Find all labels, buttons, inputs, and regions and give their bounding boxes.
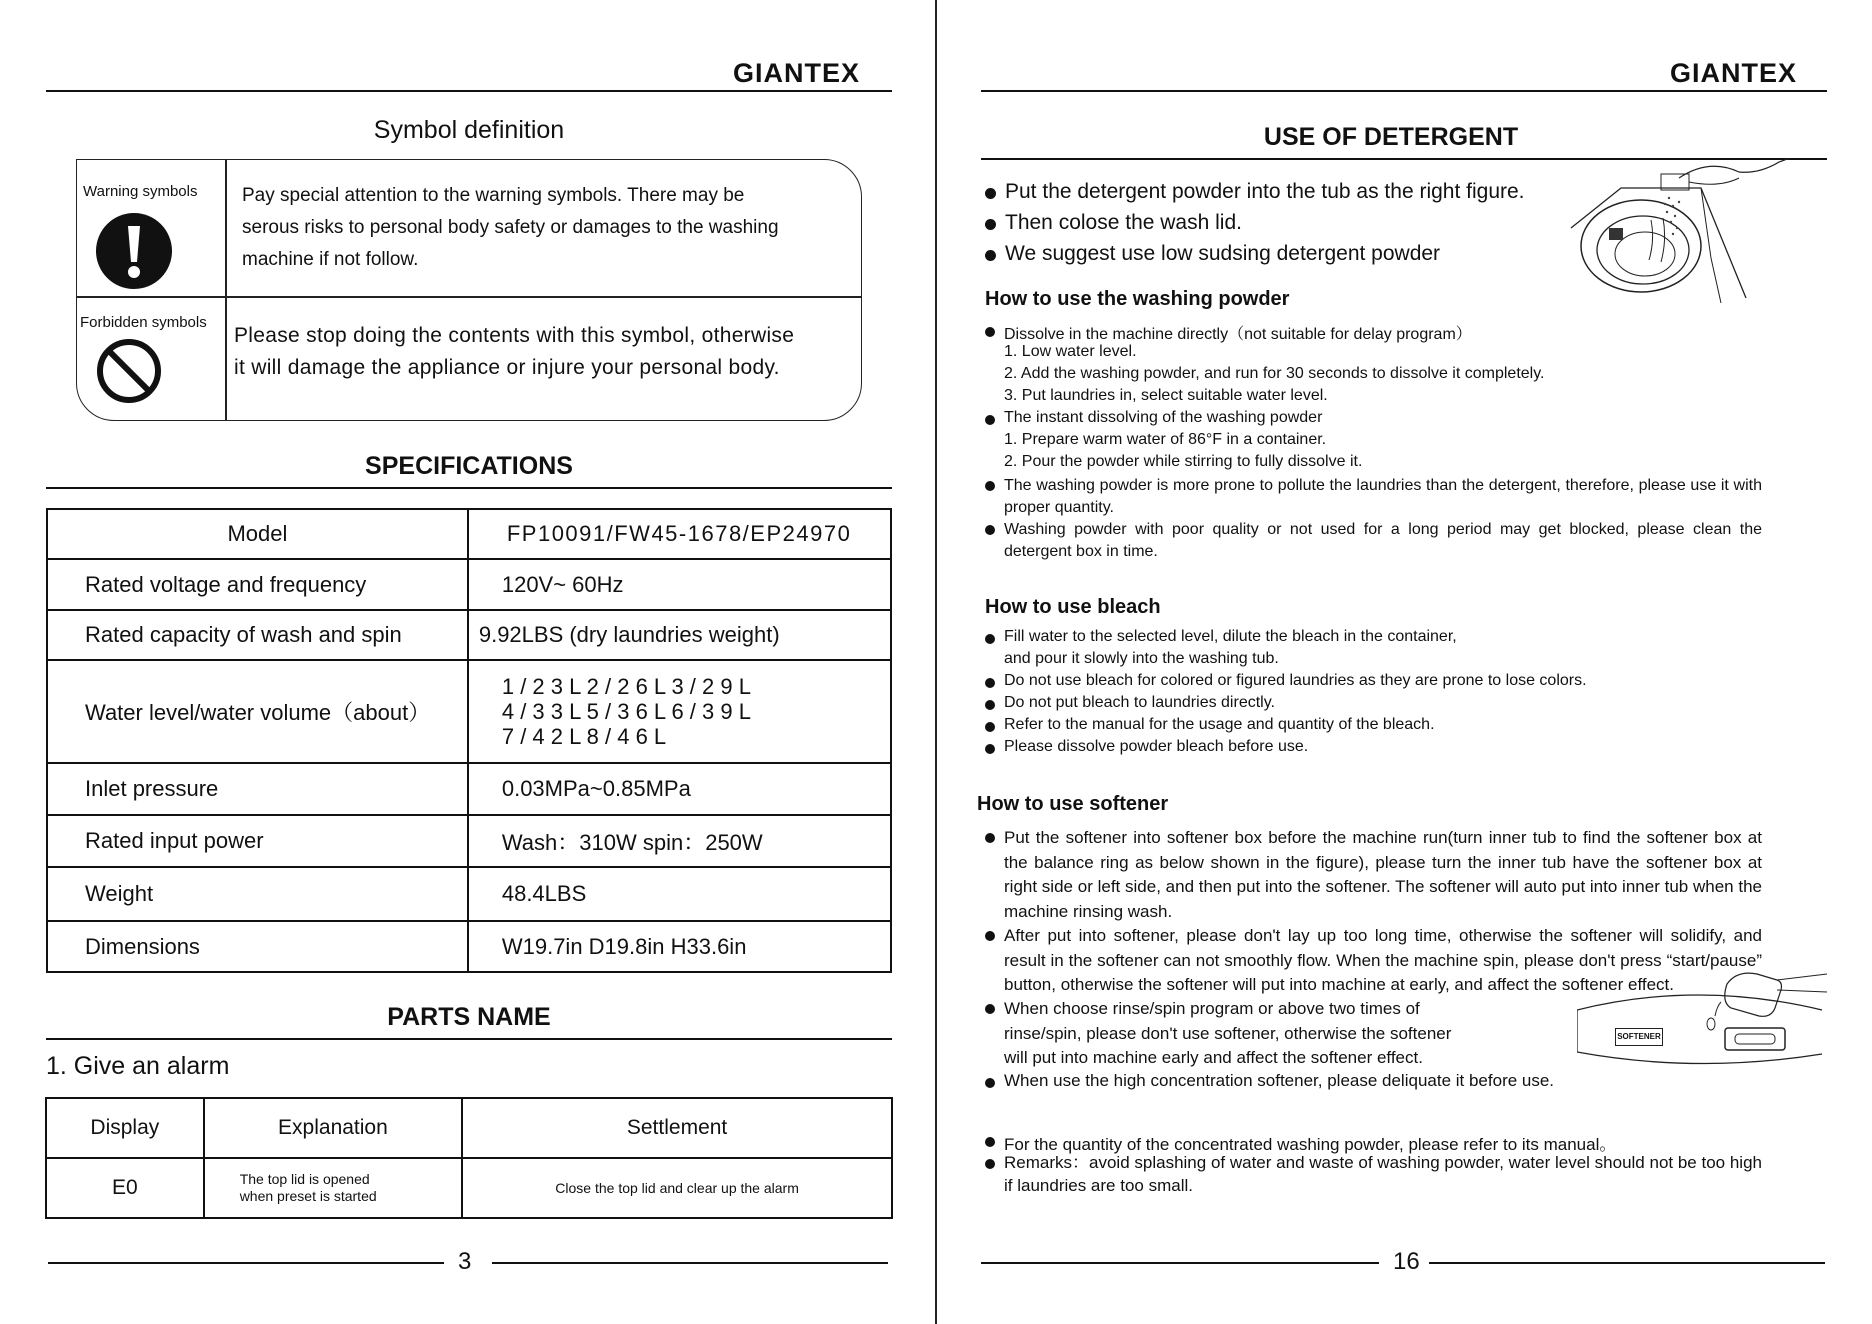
detergent-tub-illustration bbox=[1561, 158, 1831, 308]
spec-label: Rated voltage and frequency bbox=[47, 559, 468, 610]
bleach-line: Refer to the manual for the usage and quantity of the bleach. bbox=[1004, 716, 1435, 733]
spec-label: Weight bbox=[47, 867, 468, 921]
softener-line: will put into machine early and affect the softener effect. bbox=[1004, 1048, 1423, 1067]
spec-value: Wash：310W spin：250W bbox=[468, 815, 891, 867]
parts-name-rule bbox=[46, 1038, 892, 1040]
spec-value: 0.03MPa~0.85MPa bbox=[468, 763, 891, 815]
bullet bbox=[985, 1004, 995, 1014]
alarm-explanation bbox=[204, 1158, 462, 1218]
table-row bbox=[47, 559, 891, 610]
spec-label: Water level/water volume（about） bbox=[47, 660, 468, 763]
footer-rule-right bbox=[492, 1262, 888, 1264]
specifications-title: SPECIFICATIONS bbox=[365, 452, 573, 480]
symbol-definition-box bbox=[76, 159, 862, 421]
softener-line: rinse/spin, please don't use softener, otherwise the softener bbox=[1004, 1023, 1452, 1043]
spec-value: 120V~ 60Hz bbox=[468, 559, 891, 610]
bullet bbox=[985, 1078, 995, 1088]
bullet bbox=[985, 931, 995, 941]
softener-heading: How to use softener bbox=[977, 793, 1169, 815]
parts-name-title: PARTS NAME bbox=[387, 1003, 551, 1031]
forbidden-description bbox=[234, 320, 794, 384]
symbol-definition-title: Symbol definition bbox=[373, 116, 565, 144]
bullet bbox=[985, 833, 995, 843]
bullet bbox=[985, 219, 996, 230]
right-page bbox=[937, 0, 1872, 1324]
footer-rule-left bbox=[981, 1262, 1379, 1264]
spec-value: FP10091/FW45-1678/EP24970 bbox=[468, 509, 891, 559]
softener-line: When use the high concentration softener, please deliquate it before use. bbox=[1004, 1071, 1555, 1090]
bullet bbox=[985, 250, 996, 261]
intro-line: We suggest use low sudsing detergent powder bbox=[1005, 242, 1441, 265]
softener-label: SOFTENER bbox=[1615, 1028, 1663, 1046]
bleach-line: Do not use bleach for colored or figured laundries as they are prone to lose colors. bbox=[1004, 672, 1587, 689]
forbidden-line: Please stop doing the contents with this symbol, otherwise bbox=[234, 324, 795, 347]
header-settlement: Settlement bbox=[462, 1098, 892, 1158]
softener-paragraph: Put the softener into softener box before the machine run(turn inner tub to find the softener box at the balance ring as below shown in the figure), please turn the inner tub have the softener box at right side or left side, and then put into the softener. The softener will auto put into inner tub when the machine rinsing wash. bbox=[1004, 828, 1762, 921]
bullet bbox=[985, 188, 996, 199]
brand-logo: GIANTEX bbox=[733, 58, 861, 88]
water-level-line: 4 / 3 3 L 5 / 3 6 L 6 / 3 9 L bbox=[501, 699, 751, 724]
footer-rule-right bbox=[1429, 1262, 1825, 1264]
alarm-table bbox=[45, 1097, 893, 1219]
header-rule bbox=[981, 90, 1827, 92]
bullet bbox=[985, 1159, 995, 1169]
intro-line: Put the detergent powder into the tub as the right figure. bbox=[1005, 180, 1525, 203]
powder-line: 2. Pour the powder while stirring to fully dissolve it. bbox=[1004, 453, 1363, 470]
softener-box-illustration bbox=[1577, 970, 1829, 1080]
spec-value: 9.92LBS (dry laundries weight) bbox=[468, 610, 891, 660]
spec-label: Inlet pressure bbox=[47, 763, 468, 815]
explanation-line: The top lid is opened bbox=[239, 1171, 370, 1187]
powder-line: 3. Put laundries in, select suitable water level. bbox=[1004, 387, 1328, 404]
bullet bbox=[985, 744, 995, 754]
bleach-line: Fill water to the selected level, dilute the bleach in the container, bbox=[1004, 628, 1457, 645]
box-horizontal-rule bbox=[77, 296, 861, 298]
bullet bbox=[985, 722, 995, 732]
powder-line: 1. Prepare warm water of 86°F in a container. bbox=[1004, 431, 1327, 448]
header-display: Display bbox=[46, 1098, 204, 1158]
left-page bbox=[0, 0, 935, 1324]
bullet bbox=[985, 678, 995, 688]
page-number: 3 bbox=[458, 1248, 472, 1275]
bullet bbox=[985, 415, 995, 425]
table-row bbox=[47, 921, 891, 972]
table-row bbox=[47, 509, 891, 559]
warning-line: Pay special attention to the warning symbols. There may be bbox=[242, 185, 745, 206]
warning-description bbox=[242, 180, 779, 276]
bleach-line: Do not put bleach to laundries directly. bbox=[1004, 694, 1275, 711]
powder-heading: How to use the washing powder bbox=[985, 288, 1290, 310]
table-header-row bbox=[46, 1098, 892, 1158]
warning-line: machine if not follow. bbox=[242, 249, 419, 270]
table-row bbox=[46, 1158, 892, 1218]
forbidden-symbols-label: Forbidden symbols bbox=[80, 314, 207, 331]
spec-value: W19.7in D19.8in H33.6in bbox=[468, 921, 891, 972]
brand-logo: GIANTEX bbox=[1670, 58, 1798, 88]
spec-label: Model bbox=[47, 509, 468, 559]
forbidden-line: it will damage the appliance or injure your personal body. bbox=[234, 356, 780, 379]
powder-paragraph: Washing powder with poor quality or not used for a long period may get blocked, please clean the detergent box in time. bbox=[1004, 521, 1762, 560]
exclamation-icon bbox=[95, 212, 173, 290]
detergent-title: USE OF DETERGENT bbox=[1263, 123, 1519, 151]
alarm-settlement: Close the top lid and clear up the alarm bbox=[462, 1158, 892, 1218]
table-row bbox=[47, 763, 891, 815]
warning-symbols-label: Warning symbols bbox=[83, 183, 198, 200]
softener-line: When choose rinse/spin program or above two times of bbox=[1004, 999, 1420, 1018]
table-row bbox=[47, 867, 891, 921]
table-row bbox=[47, 660, 891, 763]
bullet bbox=[985, 1137, 995, 1147]
spec-label: Dimensions bbox=[47, 921, 468, 972]
spec-value: 48.4LBS bbox=[468, 867, 891, 921]
water-level-line: 7 / 4 2 L 8 / 4 6 L bbox=[501, 724, 667, 749]
softener-lines bbox=[1004, 997, 1451, 1071]
spec-label: Rated capacity of wash and spin bbox=[47, 610, 468, 660]
box-vertical-rule bbox=[225, 160, 227, 420]
page-number: 16 bbox=[1393, 1248, 1420, 1275]
footer-rule-left bbox=[48, 1262, 444, 1264]
intro-line: Then colose the wash lid. bbox=[1005, 211, 1242, 234]
powder-paragraph: The washing powder is more prone to pollute the laundries than the detergent, therefore, please use it with proper quantity. bbox=[1004, 477, 1762, 516]
prohibited-icon bbox=[95, 337, 163, 405]
bleach-line: and pour it slowly into the washing tub. bbox=[1004, 650, 1279, 667]
table-row bbox=[47, 610, 891, 660]
specifications-rule bbox=[46, 487, 892, 489]
alarm-subtitle: 1. Give an alarm bbox=[46, 1052, 230, 1080]
softener-paragraph: After put into softener, please don't lay up too long time, otherwise the softener will solidify, and result in the softener can not smoothly flow. When the machine spin, please don't press “start/pause” button, otherwise the softener will put into machine at early, and affect the softener effect. bbox=[1004, 926, 1762, 994]
bullet bbox=[985, 327, 995, 337]
powder-line: The instant dissolving of the washing powder bbox=[1004, 409, 1323, 426]
powder-line: 1. Low water level. bbox=[1004, 343, 1137, 360]
warning-line: serous risks to personal body safety or damages to the washing bbox=[242, 217, 779, 238]
specifications-table bbox=[46, 508, 892, 973]
bleach-line: Please dissolve powder bleach before use. bbox=[1004, 738, 1309, 755]
remark-paragraph: Remarks：avoid splashing of water and waste of washing powder, water level should not be too high if laundries are too small. bbox=[1004, 1153, 1762, 1195]
header-explanation: Explanation bbox=[204, 1098, 462, 1158]
spec-value bbox=[468, 660, 891, 763]
table-row bbox=[47, 815, 891, 867]
bullet bbox=[985, 525, 995, 535]
spec-label: Rated input power bbox=[47, 815, 468, 867]
header-rule bbox=[46, 90, 892, 92]
powder-line: Dissolve in the machine directly（not suitable for delay program） bbox=[1004, 326, 1472, 343]
bullet bbox=[985, 700, 995, 710]
explanation-line: when preset is started bbox=[239, 1188, 377, 1204]
remark-line: For the quantity of the concentrated washing powder, please refer to its manual。 bbox=[1004, 1135, 1617, 1154]
bullet bbox=[985, 481, 995, 491]
bullet bbox=[985, 634, 995, 644]
water-level-line: 1 / 2 3 L 2 / 2 6 L 3 / 2 9 L bbox=[501, 674, 751, 699]
alarm-code: E0 bbox=[46, 1158, 204, 1218]
powder-line: 2. Add the washing powder, and run for 30 seconds to dissolve it completely. bbox=[1004, 365, 1545, 382]
bleach-heading: How to use bleach bbox=[985, 596, 1161, 618]
